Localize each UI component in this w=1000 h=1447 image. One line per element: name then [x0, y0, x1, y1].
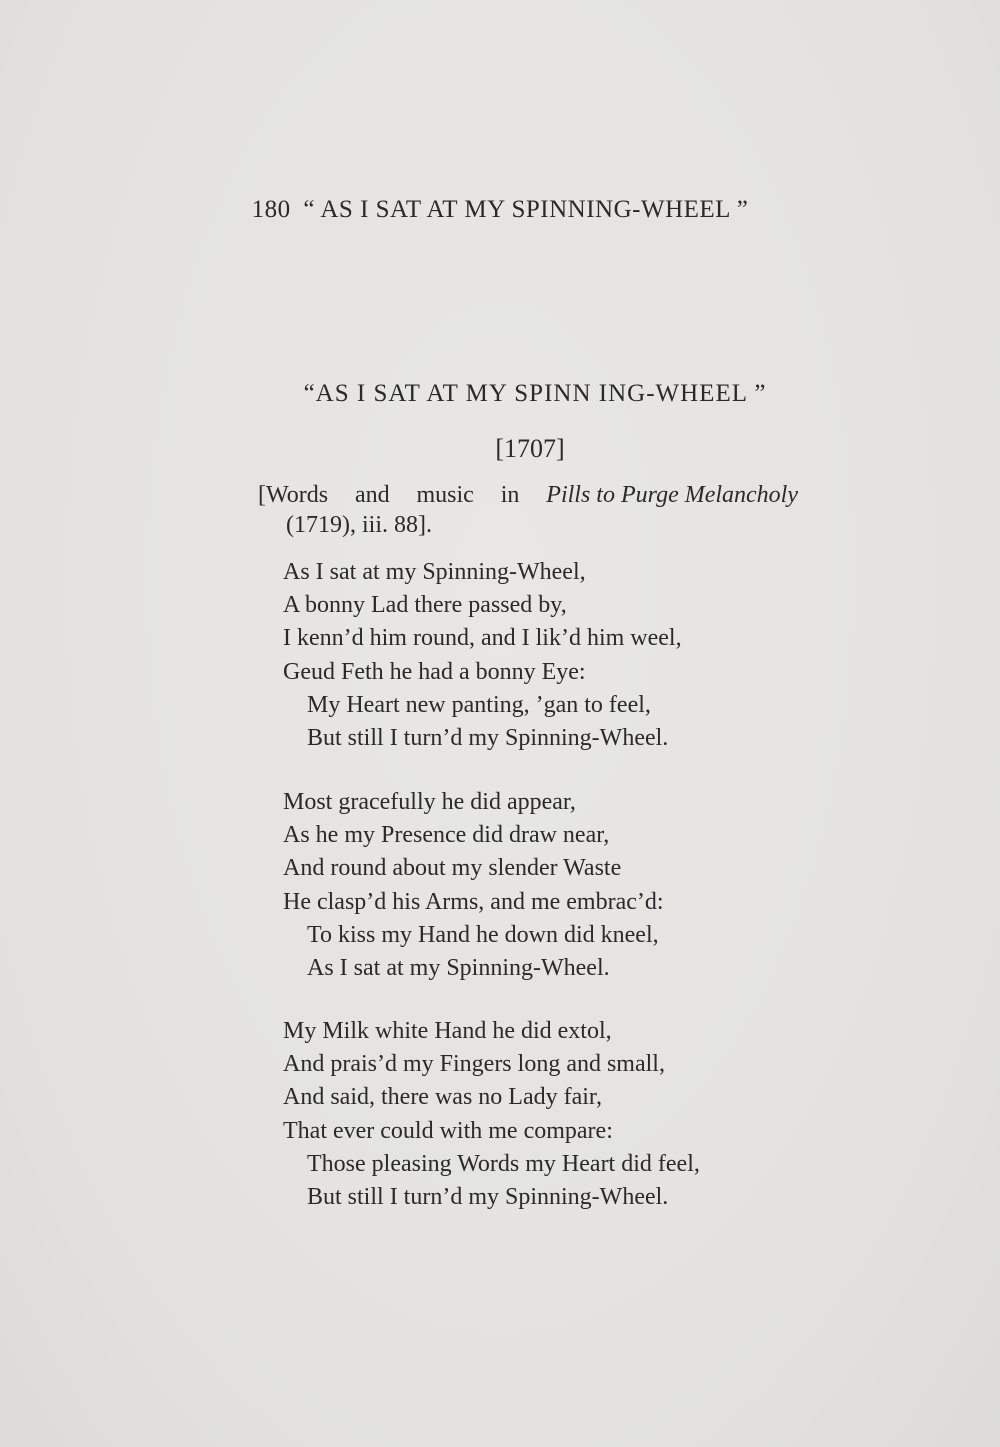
verse-line: As I sat at my Spinning-Wheel,	[283, 559, 586, 585]
verse-line: A bonny Lad there passed by,	[283, 592, 567, 619]
verse-line: Most gracefully he did appear,	[283, 789, 576, 815]
verse-line-indented: My Heart new panting, ’gan to feel,	[307, 691, 651, 718]
note-word: in	[500, 482, 520, 508]
verse-line-indented: As I sat at my Spinning-Wheel.	[307, 955, 610, 982]
poem-title: “AS I SAT AT MY SPINN ING-WHEEL ”	[303, 380, 767, 407]
verse-line: Geud Feth he had a bonny Eye:	[283, 658, 586, 685]
source-note-line-1	[258, 480, 798, 510]
stanza	[283, 786, 803, 985]
note-word: [Words	[258, 482, 329, 508]
note-word: music	[416, 482, 474, 508]
running-head-title: “ AS I SAT AT MY SPINNING-WHEEL ”	[303, 196, 749, 223]
verse-line: As he my Presence did draw near,	[283, 822, 610, 849]
verse-line: That ever could with me compare:	[283, 1117, 613, 1144]
source-note-line-2: (1719), iii. 88].	[286, 512, 432, 538]
stanza	[283, 1015, 803, 1214]
note-word: and	[354, 482, 390, 508]
verse-line-indented: But still I turn’d my Spinning-Wheel.	[307, 725, 669, 752]
verse-line: And round about my slender Waste	[283, 855, 622, 882]
verse-line: And said, there was no Lady fair,	[283, 1084, 602, 1111]
source-book-title: Pills to Purge Melancholy	[546, 482, 798, 508]
verse-line: And prais’d my Fingers long and small,	[283, 1051, 665, 1078]
poem-date: [1707]	[495, 434, 565, 463]
verse-line: I kenn’d him round, and I lik’d him weel,	[283, 625, 682, 652]
running-head	[0, 196, 1000, 224]
verse-line: He clasp’d his Arms, and me embrac’d:	[283, 888, 664, 915]
source-note	[258, 480, 818, 540]
verse-line: My Milk white Hand he did extol,	[283, 1018, 612, 1044]
verse-line-indented: Those pleasing Words my Heart did feel,	[307, 1150, 700, 1177]
verse-line-indented: But still I turn’d my Spinning-Wheel.	[307, 1184, 669, 1211]
stanza	[283, 556, 803, 755]
verse-line-indented: To kiss my Hand he down did kneel,	[307, 921, 659, 948]
page-number: 180	[251, 196, 291, 223]
